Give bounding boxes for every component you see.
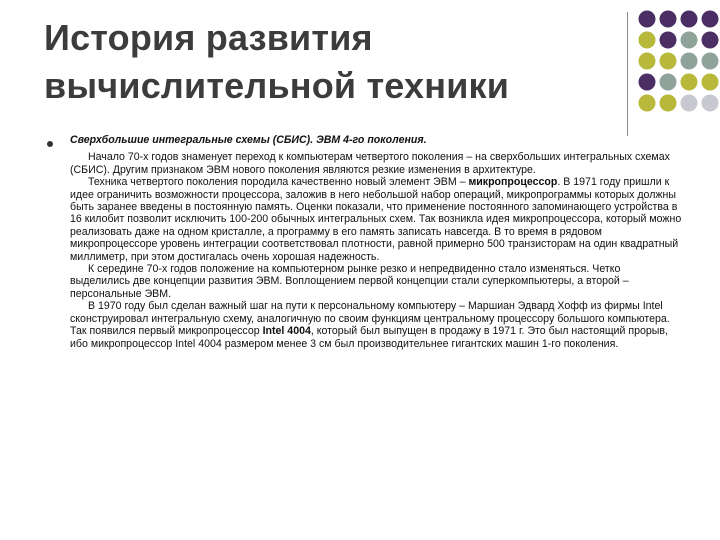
microprocessor-term: микропроцессор bbox=[468, 176, 558, 189]
decorative-dot bbox=[681, 32, 698, 49]
title-line-1: История развития bbox=[44, 17, 373, 58]
decorative-dot bbox=[639, 95, 656, 112]
dot-grid-graphic bbox=[636, 8, 720, 120]
section-heading: Сверхбольшие интегральные схемы (СБИС). ЭВМ 4-го поколения. bbox=[70, 134, 427, 146]
intel-4004-term: Intel 4004 bbox=[262, 325, 311, 338]
paragraph-1: Начало 70-х годов знаменует переход к компьютерам четвертого поколения – на сверхбольших интегральных схемах (СБИС). Другим признаком ЭВМ нового поколения являются резкие изменения в архитектуре. bbox=[70, 151, 670, 176]
paragraph-2-rest: . В 1971 году пришли к идее ограничить возможности процессора, заложив в него небольшой набор операций, микропрограммы которых должны быть заранее введены в постоянную память. Оценки показали, что применение постоянного запоминающего устройства в 16 килобит позволит исключить 100-200 обычных интегральных схем. Так возникла идея микропроцессора, который можно реализовать даже на одном кристалле, а программу в его память записать навсегда. В то время в рядовом микропроцессоре уровень интеграции соответствовал плотности, равной примерно 500 транзисторам на один квадратный миллиметр, при этом достигалась очень хорошая надежность. bbox=[70, 176, 682, 263]
decorative-dot bbox=[681, 53, 698, 70]
decorative-dot bbox=[660, 74, 677, 91]
decorative-dot bbox=[639, 11, 656, 28]
decorative-dot-grid bbox=[636, 8, 720, 120]
decorative-dot bbox=[660, 32, 677, 49]
paragraph-3: К середине 70-х годов положение на компьютерном рынке резко и непредвиденно стало изменяться. Четко выделились две концепции развития ЭВМ. Воплощением первой концепции стали суперкомпьютеры, а второй – персональные ЭВМ. bbox=[70, 263, 629, 300]
slide-content bbox=[70, 134, 682, 350]
title-divider bbox=[627, 12, 628, 136]
bullet-point-icon bbox=[47, 141, 53, 147]
decorative-dot bbox=[660, 53, 677, 70]
paragraph-4-start: В 1970 году был сделан важный шаг на пути к персональному компьютеру – Маршиан Эдвард Хофф из фирмы Intel сконструировал интегральную схему, аналогичную по своим функциям центральному процессору большого компьютера. Так появился первый микропроцессор bbox=[70, 300, 670, 338]
slide-title bbox=[44, 14, 604, 110]
decorative-dot bbox=[660, 95, 677, 112]
decorative-dot bbox=[660, 11, 677, 28]
decorative-dot bbox=[702, 53, 719, 70]
paragraph-2-start: Техника четвертого поколения породила качественно новый элемент ЭВМ – bbox=[88, 176, 469, 189]
paragraph-2 bbox=[70, 176, 682, 263]
decorative-dot bbox=[639, 32, 656, 49]
paragraph-4 bbox=[70, 300, 682, 350]
decorative-dot bbox=[639, 53, 656, 70]
decorative-dot bbox=[702, 32, 719, 49]
paragraph-4-rest: , который был выпущен в продажу в 1971 г. Это был настоящий прорыв, ибо микропроцессор Intel 4004 размером менее 3 см был производительнее гигантских машин 1-го поколения. bbox=[70, 325, 668, 350]
decorative-dot bbox=[639, 74, 656, 91]
decorative-dot bbox=[702, 95, 719, 112]
decorative-dot bbox=[681, 11, 698, 28]
decorative-dot bbox=[702, 11, 719, 28]
title-line-2: вычислительной техники bbox=[44, 65, 510, 106]
decorative-dot bbox=[681, 74, 698, 91]
decorative-dot bbox=[681, 95, 698, 112]
decorative-dot bbox=[702, 74, 719, 91]
